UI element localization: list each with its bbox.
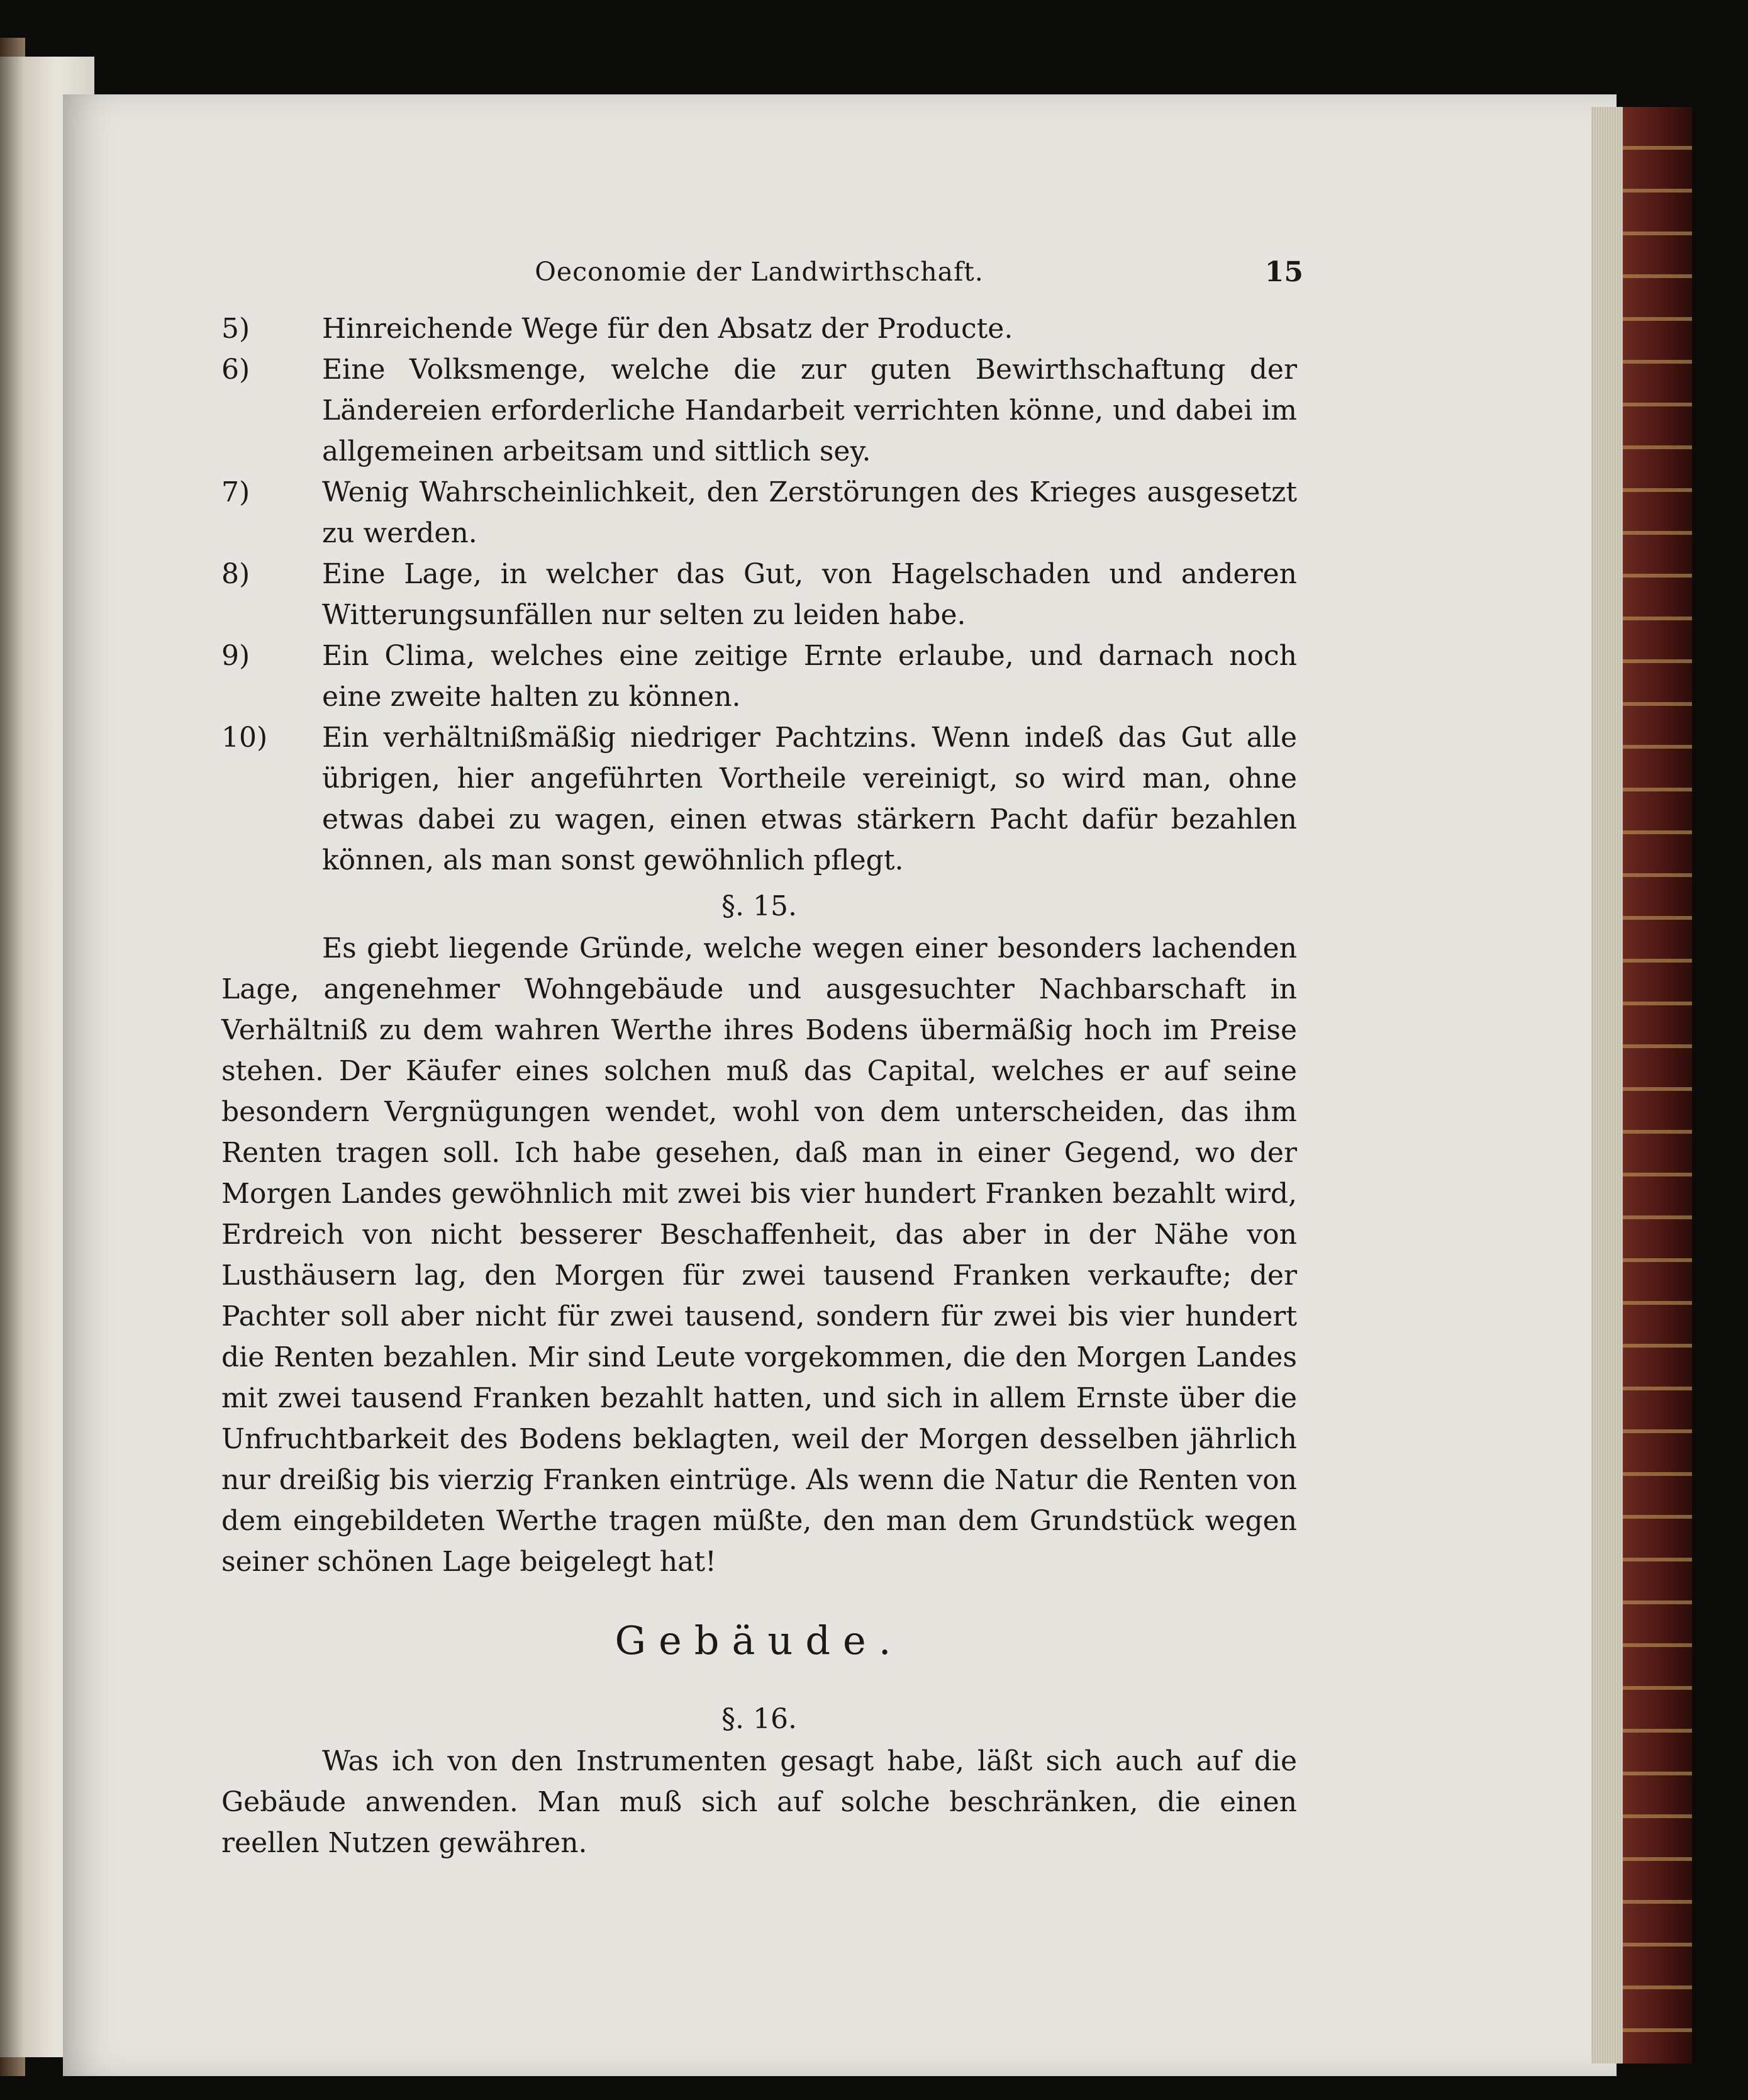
list-item [221, 635, 1297, 717]
running-head [221, 239, 1303, 308]
list-item-number: 9) [221, 640, 250, 672]
paragraph-section-15: Es giebt liegende Gründe, welche wegen einer besonders lachenden Lage, angenehmer Wohngebäude und ausgesuchter Nachbarschaft in Verhältniß zu dem wahren Werthe ihres Bodens übermäßig hoch im Preise stehen. Der Käufer eines solchen muß das Capital, welches er auf seine besondern Vergnügungen wendet, wohl von dem unterscheiden, das ihm Renten tragen soll. Ich habe gesehen, daß man in einer Gegend, wo der Morgen Landes gewöhnlich mit zwei bis vier hundert Franken bezahlt wird, Erdreich von nicht besserer Beschaffenheit, das aber in der Nähe von Lusthäusern lag, den Morgen für zwei tausend Franken verkaufte; der Pachter soll aber nicht für zwei tausend, sondern für zwei bis vier hundert die Renten bezahlen. Mir sind Leute vorgekommen, die den Morgen Landes mit zwei tausend Franken bezahlt hatten, und sich in allem Ernste über die Unfruchtbarkeit des Bodens beklagten, weil der Morgen desselben jährlich nur dreißig bis vierzig Franken eintrüge. Als wenn die Natur die Renten von dem eingebildeten Werthe tragen müßte, den man dem Grundstück wegen seiner schönen Lage beigelegt hat! [221, 932, 1297, 1578]
background-edge [1692, 107, 1748, 2064]
page-block-edges [1591, 107, 1624, 2064]
list-item [221, 717, 1297, 881]
list-item-number: 6) [221, 354, 250, 386]
list-item-text: Eine Lage, in welcher das Gut, von Hagelschaden und anderen Witterungsunfällen nur selten zu leiden habe. [322, 558, 1297, 631]
list-item-number: 5) [221, 313, 250, 345]
running-head-title: Oeconomie der Landwirthschaft. [535, 257, 984, 287]
list-item-text: Ein Clima, welches eine zeitige Ernte erlaube, und darnach noch eine zweite halten zu können. [322, 640, 1297, 713]
list-item-text: Wenig Wahrscheinlichkeit, den Zerstörungen des Krieges ausgesetzt zu werden. [322, 476, 1297, 549]
book-cover-spine [1623, 107, 1692, 2064]
list-item-number: 10) [221, 722, 268, 754]
list-item [221, 349, 1297, 472]
list-item-text: Hinreichende Wege für den Absatz der Producte. [322, 313, 1013, 345]
list-item [221, 308, 1297, 349]
list-item-text: Ein verhältnißmäßig niedriger Pachtzins. Wenn indeß das Gut alle übrigen, hier angeführten Vortheile vereinigt, so wird man, ohne etwas dabei zu wagen, einen etwas stärkern Pacht dafür bezahlen können, als man sonst gewöhnlich pflegt. [322, 722, 1297, 876]
page-number: 15 [1264, 256, 1303, 288]
section-label-15: §. 15. [721, 890, 797, 922]
paragraph-section-16: Was ich von den Instrumenten gesagt habe, läßt sich auch auf die Gebäude anwenden. Man muß sich auf solche beschränken, die einen reellen Nutzen gewähren. [221, 1745, 1297, 1859]
list-item [221, 554, 1297, 635]
list-item-number: 8) [221, 558, 250, 590]
list-item-number: 7) [221, 476, 250, 508]
list-item [221, 472, 1297, 554]
page-text [221, 239, 1303, 1863]
chapter-heading: Gebäude. [615, 1617, 904, 1663]
section-label-16: §. 16. [721, 1703, 797, 1735]
list-item-text: Eine Volksmenge, welche die zur guten Bewirthschaftung der Ländereien erforderliche Handarbeit verrichten könne, und dabei im allgemeinen arbeitsam und sittlich sey. [322, 354, 1297, 467]
